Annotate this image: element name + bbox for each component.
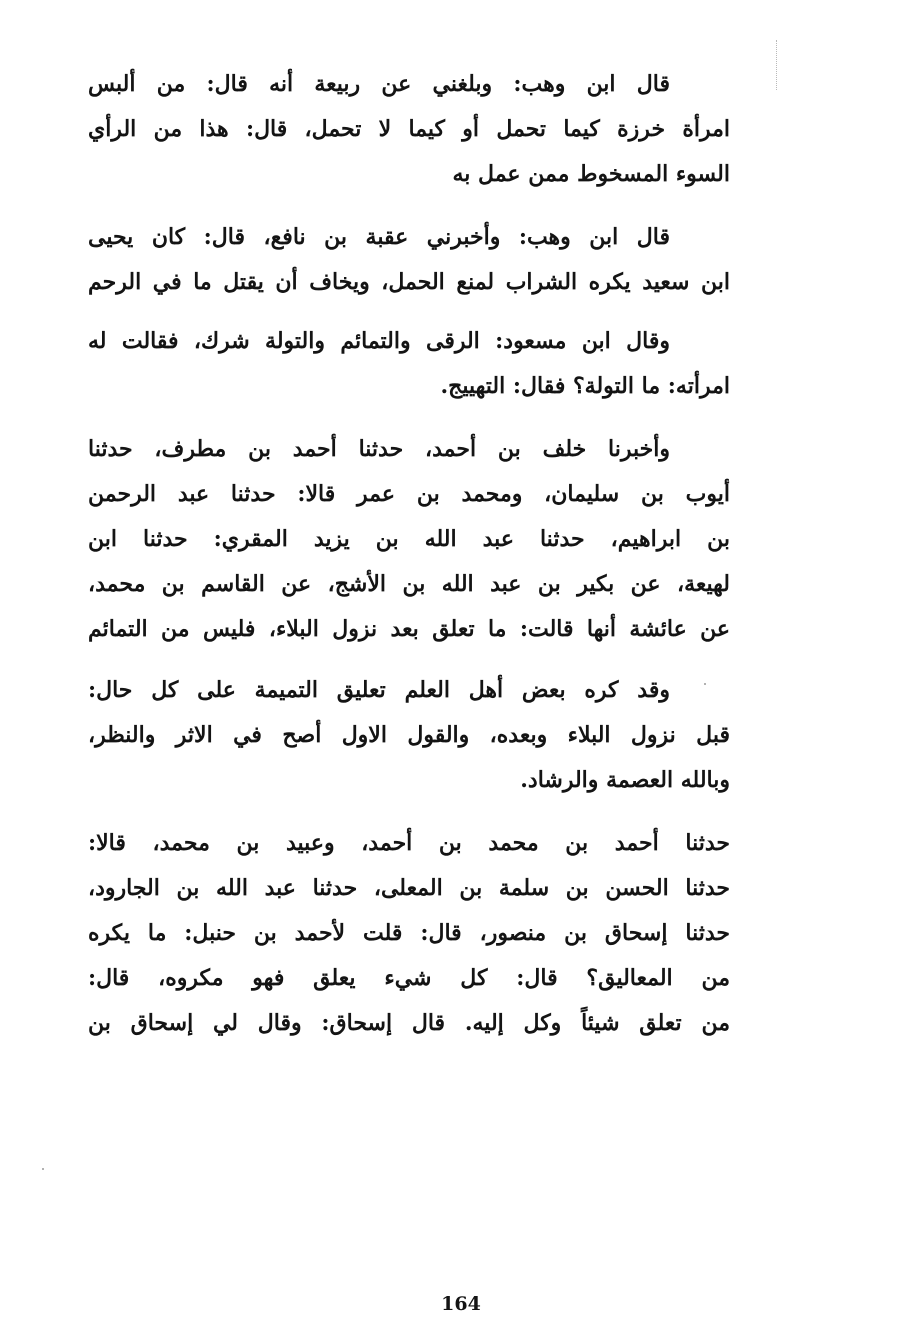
scan-speck — [42, 1168, 44, 1170]
text-line: امرأته: ما التولة؟ فقال: التهييج. — [440, 373, 730, 399]
page-number: 164 — [441, 1293, 481, 1315]
text-line: قبل نزول البلاء وبعده، والقول الاول أصح في الاثر والنظر، — [88, 722, 730, 748]
text-line: وبالله العصمة والرشاد. — [520, 767, 730, 793]
text-line: وقال ابن مسعود: الرقى والتمائم والتولة شرك، فقالت له — [88, 328, 670, 354]
text-line: قال ابن وهب: وأخبرني عقبة بن نافع، قال: كان يحيى — [88, 224, 670, 250]
text-line: ابن سعيد يكره الشراب لمنع الحمل، ويخاف أن يقتل ما في الرحم — [88, 269, 730, 295]
text-line: حدثنا أحمد بن محمد بن أحمد، وعبيد بن محمد، قالا: — [88, 830, 730, 856]
text-line: عن عائشة أنها قالت: ما تعلق بعد نزول البلاء، فليس من التمائم — [88, 616, 730, 642]
paragraph-3 — [88, 319, 730, 409]
margin-scan-mark — [776, 40, 779, 90]
text-line: قال ابن وهب: وبلغني عن ربيعة أنه قال: من ألبس — [88, 71, 670, 97]
text-line: لهيعة، عن بكير بن عبد الله بن الأشج، عن القاسم بن محمد، — [88, 571, 730, 597]
text-line: أيوب بن سليمان، ومحمد بن عمر قالا: حدثنا عبد الرحمن — [88, 481, 730, 507]
text-line: السوء المسخوط ممن عمل به — [452, 161, 730, 187]
paragraph-1 — [88, 62, 730, 197]
paragraph-2 — [88, 215, 730, 305]
paragraph-6 — [88, 821, 730, 1046]
body-text — [88, 62, 730, 1046]
text-line: وأخبرنا خلف بن أحمد، حدثنا أحمد بن مطرف، حدثنا — [88, 436, 670, 462]
text-line: بن ابراهيم، حدثنا عبد الله بن يزيد المقري: حدثنا ابن — [88, 526, 730, 552]
text-line: من تعلق شيئاً وكل إليه. قال إسحاق: وقال لي إسحاق بن — [88, 1010, 730, 1036]
text-line: وقد كره بعض أهل العلم تعليق التميمة على كل حال: — [88, 677, 670, 703]
text-line: حدثنا إسحاق بن منصور، قال: قلت لأحمد بن حنبل: ما يكره — [88, 920, 730, 946]
text-line: حدثنا الحسن بن سلمة بن المعلى، حدثنا عبد الله بن الجارود، — [88, 875, 730, 901]
text-line: من المعاليق؟ قال: كل شيء يعلق فهو مكروه، قال: — [88, 965, 730, 991]
paragraph-5 — [88, 668, 730, 803]
paragraph-4 — [88, 427, 730, 652]
text-line: امرأة خرزة كيما تحمل أو كيما لا تحمل، قال: هذا من الرأي — [88, 116, 730, 142]
